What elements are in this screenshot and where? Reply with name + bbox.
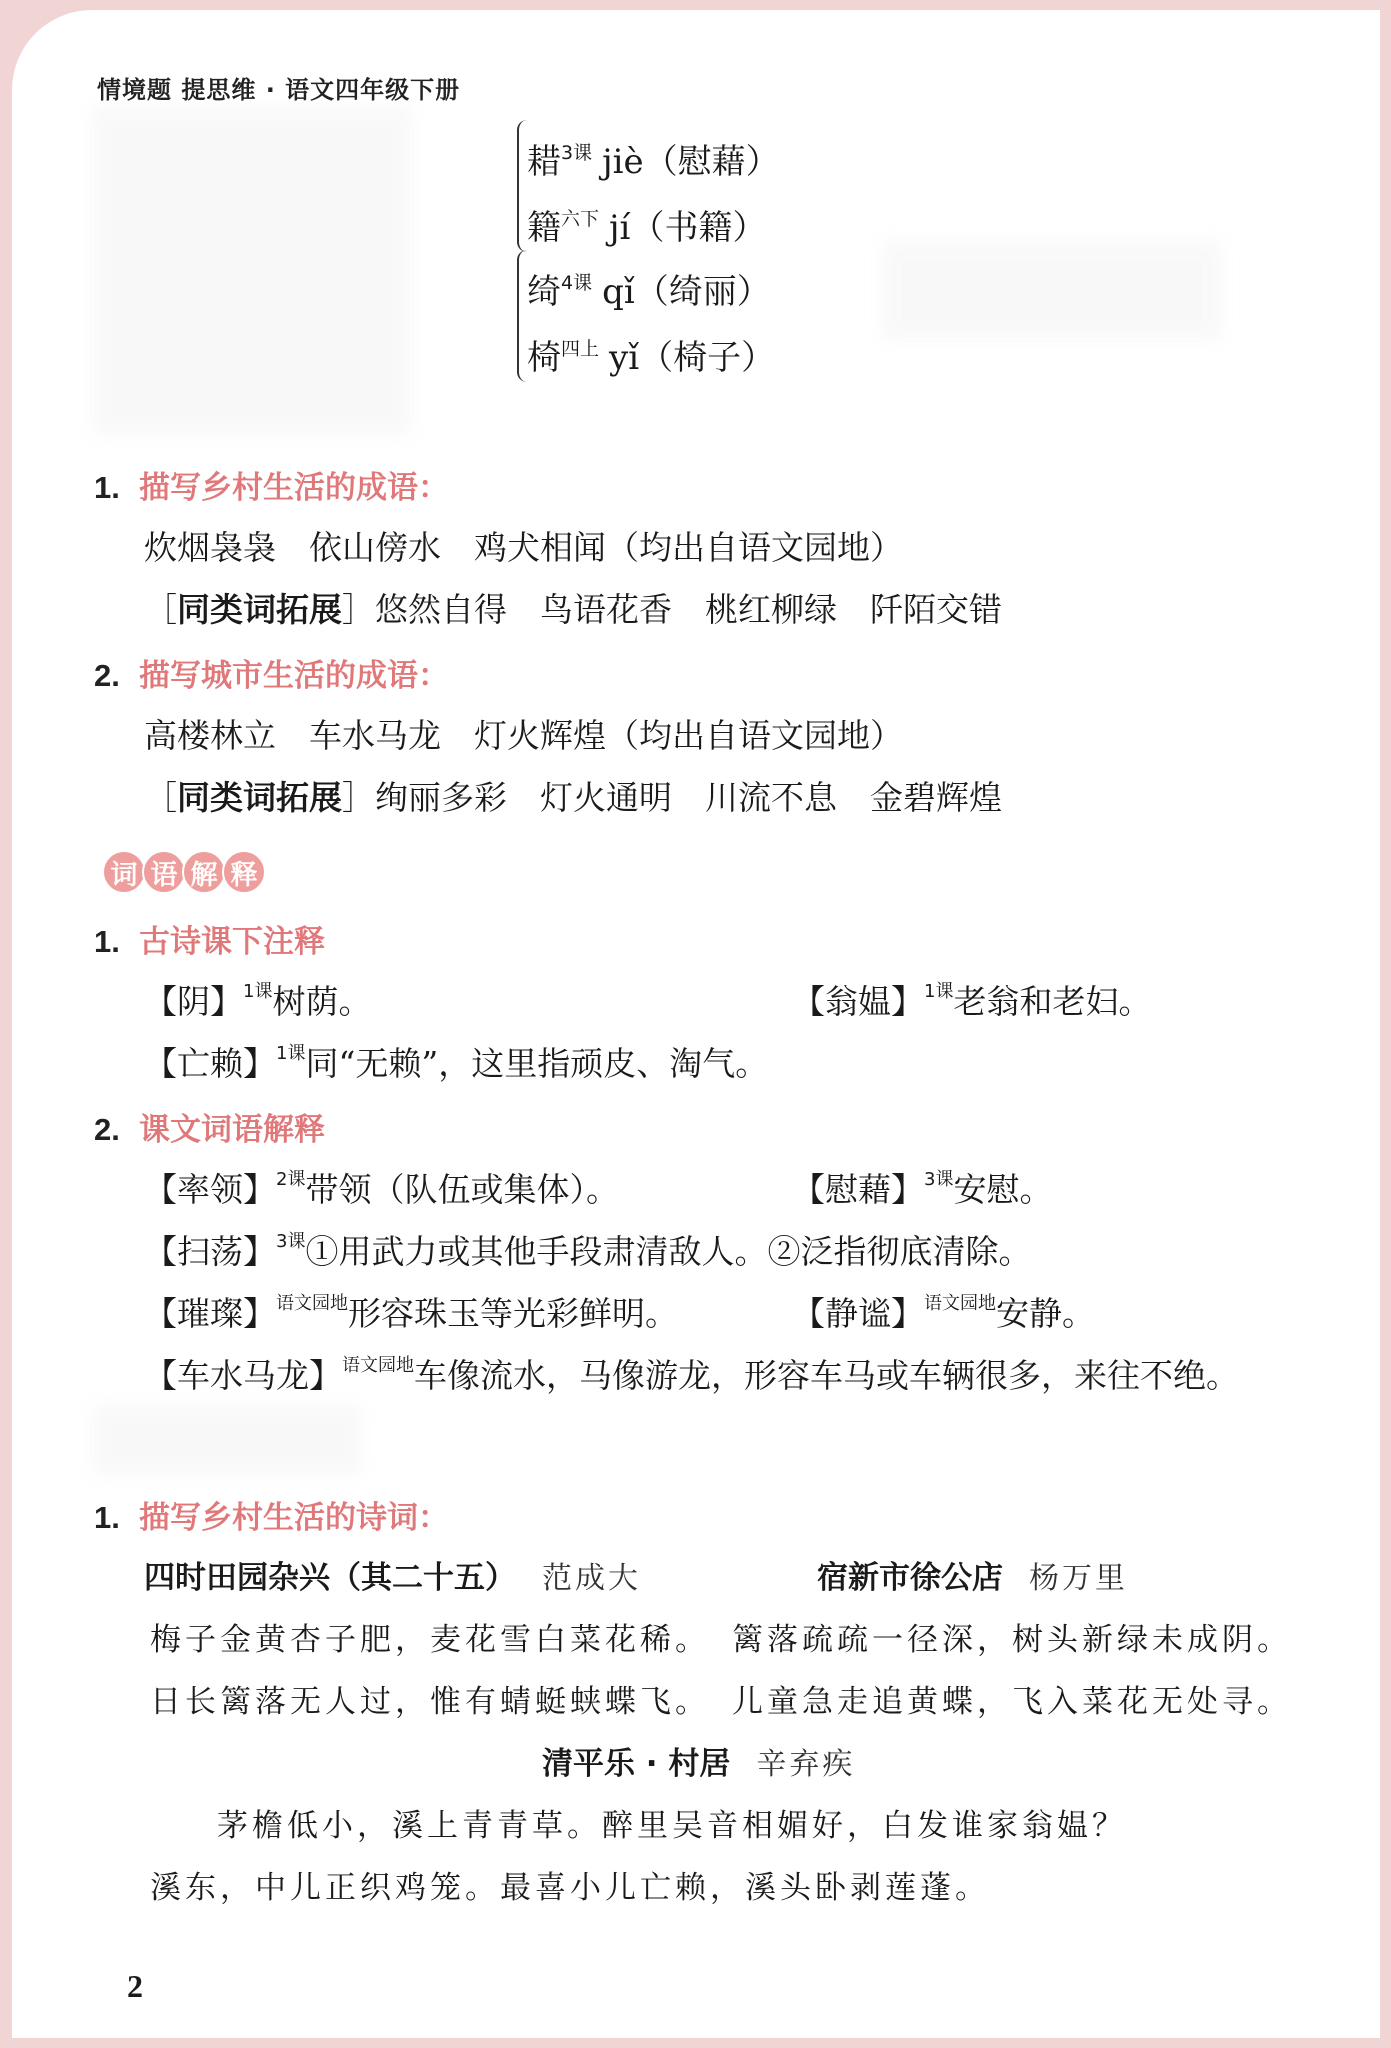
poem-1-title [144,1552,641,1597]
note-word: 静谧 [825,1294,891,1333]
note-source: 语文园地 [276,1293,348,1314]
note-entry: 【翁媪】$^{1课}$老翁和老妇。 [792,981,1152,1021]
note-entry: 【阴】$^{1课}$树荫。 [144,981,372,1021]
pinyin: qǐ [602,272,635,312]
char-word: 绮丽 [668,272,737,312]
note-entry: 【率领】$^{2课}$带领（队伍或集体）。 [144,1169,619,1209]
note-def: ①用武力或其他手段肃清敌人。②泛指彻底清除。 [305,1232,1032,1271]
char-source: 3课 [561,142,593,164]
idiom-extension: ［同类词拓展］悠然自得 鸟语花香 桃红柳绿 阡陌交错 [144,590,1002,629]
note-entry: 【静谧】$^{语文园地}$安静。 [792,1293,1095,1333]
extension-words: 绚丽多彩 灯火通明 川流不息 金碧辉煌 [375,778,1002,817]
char-word: 椅子 [673,338,742,378]
char-group-1 [517,120,780,252]
section-badge-word-explanation [102,850,262,894]
running-header: 情境题 提思维 · 语文四年级下册 [97,76,461,104]
note-entry: 【扫荡】$^{3课}$①用武力或其他手段肃清敌人。②泛指彻底清除。 [144,1231,1032,1271]
char: 耤 [527,142,561,182]
note-def: 形容珠玉等光彩鲜明。 [348,1294,678,1333]
badge-char: 语 [142,850,186,894]
char-entry: 绮$^{4课}$ qǐ（绮丽） [527,272,771,312]
note-def: 安静。 [996,1294,1095,1333]
char-entry: 耤$^{3课}$ jiè（慰藉） [527,142,780,182]
note-entry: 【慰藉】$^{3课}$安慰。 [792,1169,1053,1209]
poem-title: 宿新市徐公店 [817,1560,1003,1596]
note-def: 老翁和老妇。 [953,982,1152,1021]
note-entry: 【亡赖】$^{1课}$同“无赖”，这里指顽皮、淘气。 [144,1043,769,1083]
char-word: 慰藉 [677,142,746,182]
note-source: 1课 [243,981,273,1002]
char-entry: 椅$^{四上}$ yǐ（椅子） [527,338,776,378]
note-word: 率领 [177,1170,243,1209]
poem-author: 辛弃疾 [756,1747,856,1782]
faded-block [92,105,412,435]
char-source: 4课 [561,272,593,294]
idiom-heading-city [94,650,449,695]
note-source: 3课 [276,1231,306,1252]
note-word: 阴 [177,982,210,1021]
item-number: 1. [94,470,120,505]
page [12,10,1380,2038]
item-number: 1. [94,1500,120,1535]
poem-line: 梅子金黄杏子肥，麦花雪白菜花稀。 [150,1622,710,1658]
note-def: 车像流水，马像游龙，形容车马或车辆很多，来往不绝。 [414,1356,1239,1395]
poem-line: 溪东，中儿正织鸡笼。最喜小儿亡赖，溪头卧剥莲蓬。 [150,1870,990,1906]
faded-block [92,1405,362,1475]
note-word: 车水马龙 [177,1356,309,1395]
badge-char: 词 [102,850,146,894]
char-entry: 籍$^{六下}$ jí（书籍） [527,208,767,248]
poem-line: 茅檐低小，溪上青青草。醉里吴音相媚好，白发谁家翁媪？ [217,1808,1127,1844]
page-number: 2 [127,1968,143,2004]
poem-line: 篱落疏疏一径深，树头新绿未成阴。 [732,1622,1292,1658]
poem-2-title [817,1552,1128,1597]
notes-heading-text [94,1104,325,1149]
notes-heading-ancient [94,916,325,961]
note-word: 璀璨 [177,1294,243,1333]
poem-author: 范成大 [542,1561,641,1596]
badge-char: 解 [182,850,226,894]
pinyin: jí [609,208,631,248]
extension-label: 同类词拓展 [177,778,342,817]
heading-text: 课文词语解释 [138,1112,325,1148]
char-word: 书籍 [664,208,733,248]
note-word: 翁媪 [825,982,891,1021]
extension-words: 悠然自得 鸟语花香 桃红柳绿 阡陌交错 [375,590,1002,629]
char: 绮 [527,272,561,312]
note-word: 亡赖 [177,1044,243,1083]
idiom-line: 炊烟袅袅 依山傍水 鸡犬相闻（均出自语文园地） [144,528,903,567]
note-source: 3课 [924,1169,954,1190]
pinyin: jiè [602,142,644,182]
note-word: 扫荡 [177,1232,243,1271]
note-entry: 【璀璨】$^{语文园地}$形容珠玉等光彩鲜明。 [144,1293,678,1333]
poem-author: 杨万里 [1029,1561,1128,1596]
heading-text: 古诗课下注释 [138,924,325,960]
poem-3-title [542,1738,855,1783]
poem-line: 儿童急走追黄蝶，飞入菜花无处寻。 [732,1684,1292,1720]
note-source: 语文园地 [342,1355,414,1376]
heading-text: 描写乡村生活的成语： [138,470,449,506]
poem-line: 日长篱落无人过，惟有蜻蜓蛱蝶飞。 [150,1684,710,1720]
poem-title: 清平乐 · 村居 [542,1746,731,1782]
char-group-2 [517,250,775,382]
poems-heading [94,1492,449,1537]
item-number: 2. [94,658,120,693]
note-def: 树荫。 [272,982,372,1021]
poem-title: 四时田园杂兴（其二十五） [144,1560,516,1596]
heading-text: 描写城市生活的成语： [138,658,449,694]
note-entry: 【车水马龙】$^{语文园地}$车像流水，马像游龙，形容车马或车辆很多，来往不绝。 [144,1355,1239,1395]
item-number: 2. [94,1112,120,1147]
note-def: 同“无赖”，这里指顽皮、淘气。 [305,1044,769,1083]
faded-block [882,240,1222,340]
note-def: 安慰。 [953,1170,1053,1209]
item-number: 1. [94,924,120,959]
note-source: 2课 [276,1169,306,1190]
note-source: 1课 [276,1043,306,1064]
idiom-line: 高楼林立 车水马龙 灯火辉煌（均出自语文园地） [144,716,903,755]
char-source: 四上 [561,338,600,360]
char: 椅 [527,338,561,378]
char: 籍 [527,208,561,248]
heading-text: 描写乡村生活的诗词： [138,1500,449,1536]
note-source: 语文园地 [924,1293,996,1314]
note-source: 1课 [924,981,954,1002]
note-word: 慰藉 [825,1170,891,1209]
char-source: 六下 [561,208,600,230]
idiom-heading-rural [94,462,449,507]
note-def: 带领（队伍或集体）。 [305,1170,619,1209]
badge-char: 释 [222,850,266,894]
pinyin: yǐ [609,338,640,378]
extension-label: 同类词拓展 [177,590,342,629]
idiom-extension: ［同类词拓展］绚丽多彩 灯火通明 川流不息 金碧辉煌 [144,778,1002,817]
